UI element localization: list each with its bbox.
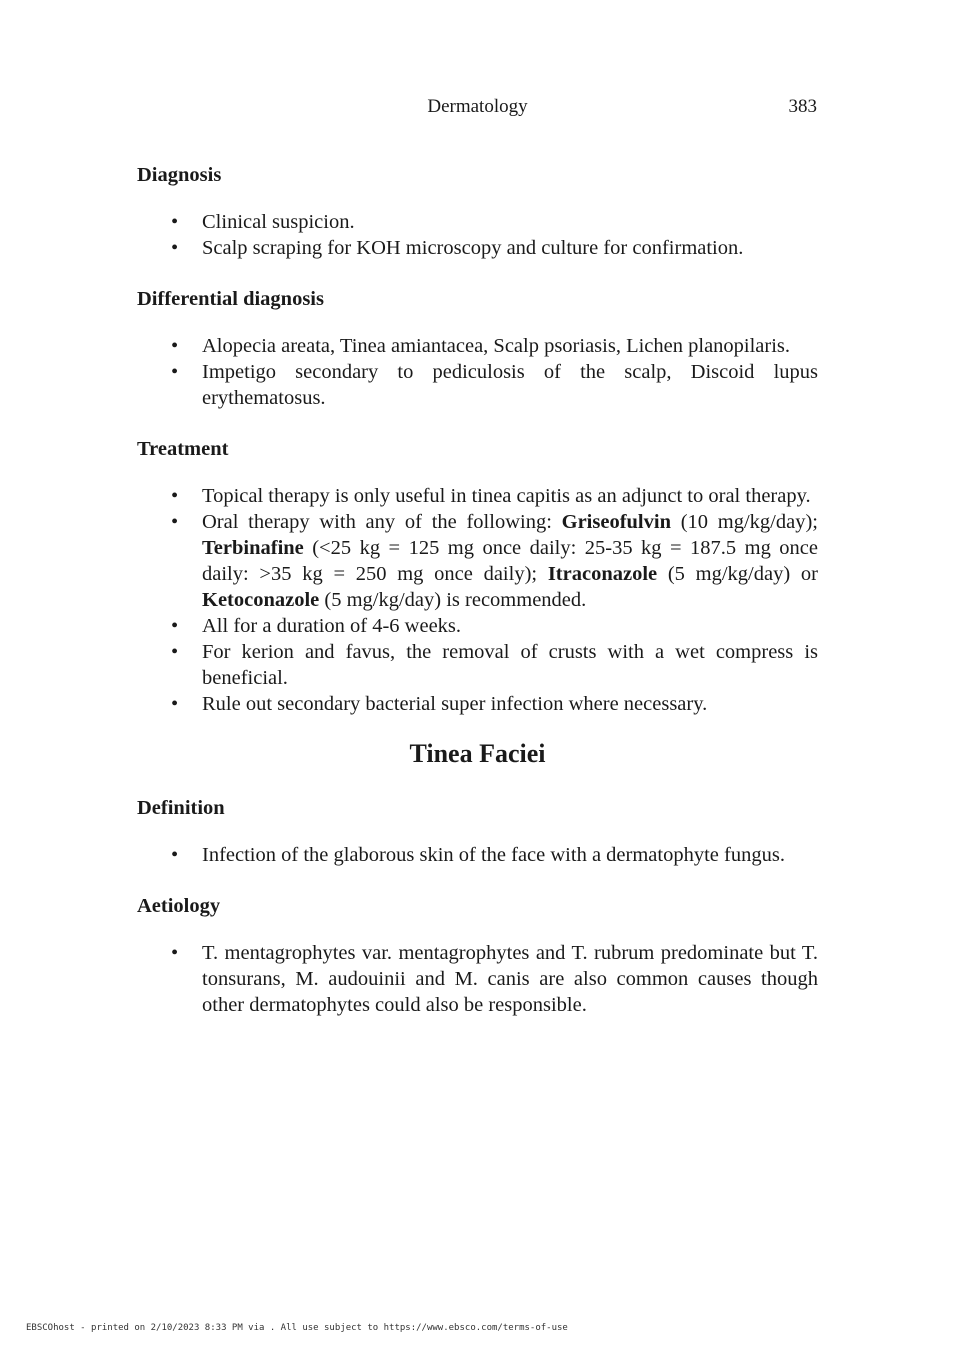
page-content — [137, 158, 818, 1018]
text-run: (5 mg/kg/day) or — [657, 563, 818, 585]
aetiology-list — [137, 940, 818, 1018]
list-item: • For kerion and favus, the removal of crusts with a wet compress is beneficial. — [137, 639, 818, 691]
text-run: (5 mg/kg/day) is recommended. — [319, 589, 587, 611]
definition-list — [137, 842, 818, 868]
list-item: • Clinical suspicion. — [137, 209, 818, 235]
drug-name: Itraconazole — [547, 563, 658, 585]
differential-diagnosis-list — [137, 333, 818, 411]
list-item: • Alopecia areata, Tinea amiantacea, Scalp psoriasis, Lichen planopilaris. — [137, 333, 818, 359]
page-number: 383 — [788, 96, 817, 117]
diagnosis-heading: Diagnosis — [137, 164, 222, 186]
list-item — [137, 509, 818, 613]
list-item: • All for a duration of 4-6 weeks. — [137, 613, 818, 639]
list-item: • T. mentagrophytes var. mentagrophytes and T. rubrum predominate but T. tonsurans, M. audouinii and M. canis are also common causes though other dermatophytes could also be responsible. — [137, 940, 818, 1018]
drug-name: Ketoconazole — [202, 589, 320, 611]
treatment-list — [137, 483, 818, 717]
running-header-title: Dermatology — [427, 96, 528, 117]
aetiology-heading: Aetiology — [137, 895, 221, 917]
list-item: • Topical therapy is only useful in tinea capitis as an adjunct to oral therapy. — [137, 483, 818, 509]
treatment-heading: Treatment — [137, 438, 229, 460]
definition-heading: Definition — [137, 797, 225, 819]
differential-diagnosis-heading: Differential diagnosis — [137, 288, 324, 310]
section-title: Tinea Faciei — [409, 739, 546, 768]
list-item: • Scalp scraping for KOH microscopy and culture for confirmation. — [137, 235, 818, 261]
text-run: Oral therapy with any of the following: — [202, 511, 562, 533]
diagnosis-list — [137, 209, 818, 261]
list-item: • Impetigo secondary to pediculosis of the scalp, Discoid lupus erythematosus. — [137, 359, 818, 411]
list-item: • Infection of the glaborous skin of the face with a dermatophyte fungus. — [137, 842, 818, 868]
drug-name: Terbinafine — [202, 537, 304, 559]
drug-name: Griseofulvin — [561, 511, 671, 533]
text-run: (10 mg/kg/day); — [670, 511, 818, 533]
list-item: • Rule out secondary bacterial super infection where necessary. — [137, 691, 818, 717]
footer-notice: EBSCOhost - printed on 2/10/2023 8:33 PM via . All use subject to https://www.ebsco.com/terms-of-use — [26, 1323, 568, 1333]
text-run: (<25 kg = 125 mg once daily: 25-35 kg = 187.5 mg once daily: >35 kg = 250 mg once daily); — [202, 537, 818, 585]
